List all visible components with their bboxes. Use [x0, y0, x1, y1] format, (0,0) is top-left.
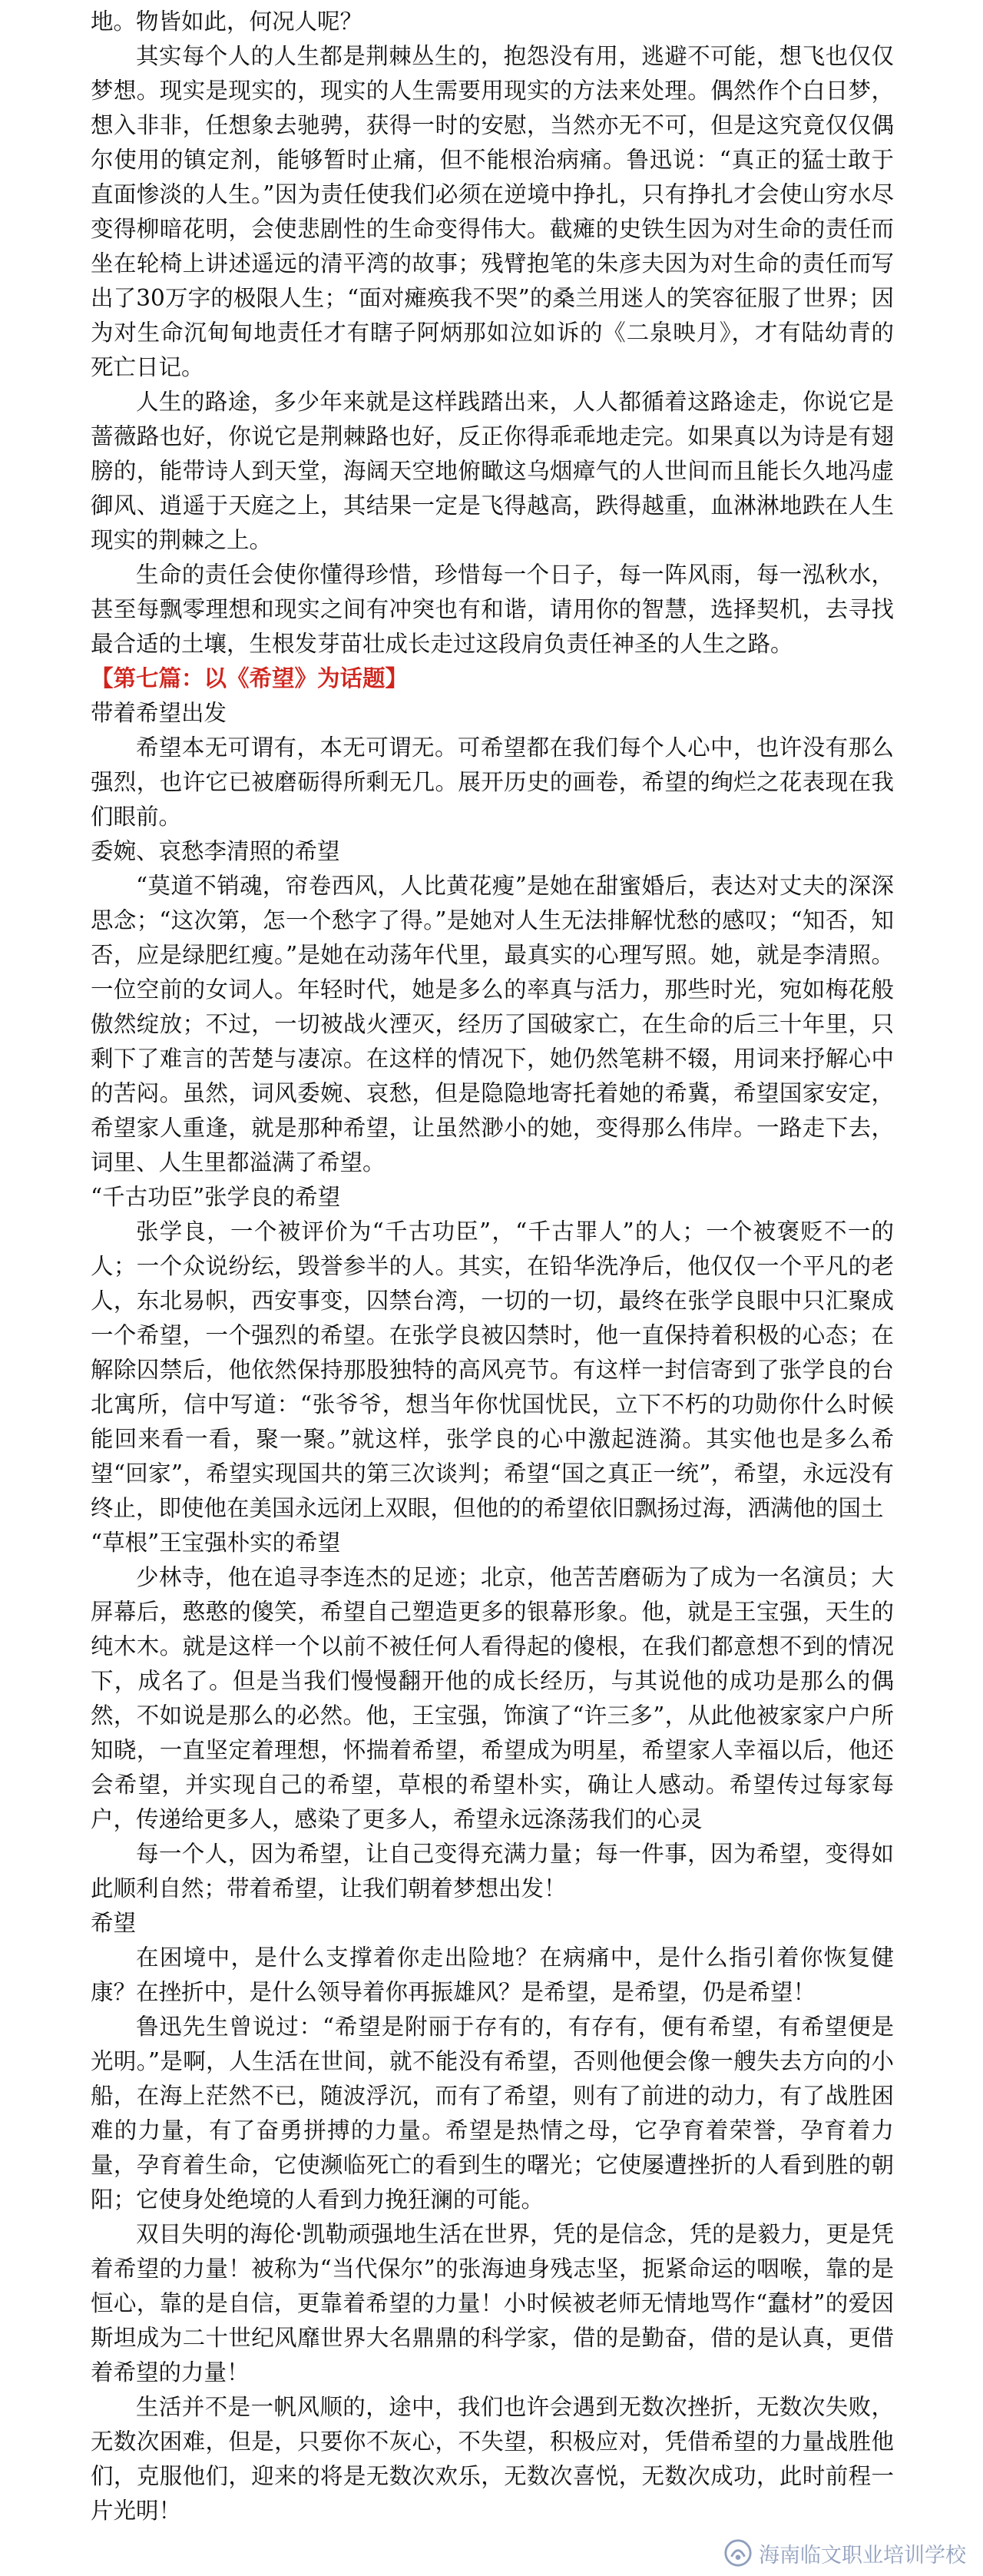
subheading: 委婉、哀愁李清照的希望 [91, 838, 340, 864]
paragraph: 张学良，一个被评价为“千古功臣”，“千古罪人”的人；一个被褒贬不一的人；一个众说纷纭，毁誉参半的人。其实，在铅华洗净后，他仅仅一个平凡的老人，东北易帜，西安事变，囚禁台湾，一切的一切，最终在张学良眼中只汇聚成一个希望，一个强烈的希望。在张学良被囚禁时，他一直保持着积极的心态；在解除囚禁后，他依然保持那股独特的高风亮节。有这样一封信寄到了张学良的台北寓所，信中写道：“张爷爷，想当年你忧国忧民，立下不朽的功勋你什么时候能回来看一看，聚一聚。”就这样，张学良的心中激起涟漪。其实他也是多么希望“回家”，希望实现国共的第三次谈判；希望“国之真正一统”，希望，永远没有终止，即使他在美国永远闭上双眼，但他的的希望依旧飘扬过海，洒满他的国土 [91, 1218, 894, 1521]
paragraph: 生命的责任会使你懂得珍惜，珍惜每一个日子，每一阵风雨，每一泓秋水，甚至每飘零理想和现实之间有冲突也有和谐，请用你的智慧，选择契机，去寻找最合适的土壤，生根发芽苗壮成长走过这段肩负责任神圣的人生之路。 [91, 562, 894, 657]
paragraph: “莫道不销魂，帘卷西风，人比黄花瘦”是她在甜蜜婚后，表达对丈夫的深深思念；“这次第，怎一个愁字了得。”是她对人生无法排解忧愁的感叹；“知否，知否，应是绿肥红瘦。”是她在动荡年代里，最真实的心理写照。她，就是李清照。一位空前的女词人。年轻时代，她是多么的率真与活力，那些时光，宛如梅花般傲然绽放；不过，一切被战火湮灭，经历了国破家亡，在生命的后三十年里，只剩下了难言的苦楚与凄凉。在这样的情况下，她仍然笔耕不辍，用词来抒解心中的苦闷。虽然，词风委婉、哀愁，但是隐隐地寄托着她的希冀，希望国家安定，希望家人重逢，就是那种希望，让虽然渺小的她，变得那么伟岸。一路走下去，词里、人生里都溢满了希望。 [91, 873, 894, 1175]
school-logo-icon [723, 2538, 753, 2568]
paragraph: 每一个人，因为希望，让自己变得充满力量；每一件事，因为希望，变得如此顺利自然；带着希望，让我们朝着梦想出发！ [91, 1841, 894, 1901]
paragraph: 少林寺，他在追寻李连杰的足迹；北京，他苦苦磨砺为了成为一名演员；大屏幕后，憨憨的傻笑，希望自己塑造更多的银幕形象。他，就是王宝强，天生的纯木木。就是这样一个以前不被任何人看得起的傻根，在我们都意想不到的情况下，成名了。但是当我们慢慢翻开他的成长经历，与其说他的成功是那么的偶然，不如说是那么的必然。他，王宝强，饰演了“许三多”，从此他被家家户户所知晓，一直坚定着理想，怀揣着希望，希望成为明星，希望家人幸福以后，他还会希望，并实现自己的希望，草根的希望朴实，确让人感动。希望传过每家每户，传递给更多人，感染了更多人，希望永远涤荡我们的心灵 [91, 1564, 894, 1832]
paragraph: 双目失明的海伦·凯勒顽强地生活在世界，凭的是信念，凭的是毅力，更是凭着希望的力量！被称为“当代保尔”的张海迪身残志坚，扼紧命运的咽喉，靠的是恒心，靠的是自信，更靠着希望的力量！小时候被老师无情地骂作“蠢材”的爱因斯坦成为二十世纪风靡世界大名鼎鼎的科学家，借的是勤奋，借的是认真，更借着希望的力量！ [91, 2221, 894, 2385]
paragraph: 地。物皆如此，何况人呢？ [91, 8, 363, 35]
essay-title: 希望 [91, 1910, 137, 1936]
paragraph: 希望本无可谓有，本无可谓无。可希望都在我们每个人心中，也许没有那么强烈，也许它已被磨砺得所剩无几。展开历史的画卷，希望的绚烂之花表现在我们眼前。 [91, 734, 894, 830]
essay-title: 带着希望出发 [91, 700, 227, 726]
paragraph: 生活并不是一帆风顺的，途中，我们也许会遇到无数次挫折，无数次失败，无数次困难，但是，只要你不灰心，不失望，积极应对，凭借希望的力量战胜他们，克服他们，迎来的将是无数次欢乐，无数次喜悦，无数次成功，此时前程一片光明！ [91, 2394, 894, 2524]
paragraph: 鲁迅先生曾说过：“希望是附丽于存有的，有存有，便有希望，有希望便是光明。”是啊，人生活在世间，就不能没有希望，否则他便会像一艘失去方向的小船，在海上茫然不已，随波浮沉，而有了希望，则有了前进的动力，有了战胜困难的力量，有了奋勇拼搏的力量。希望是热情之母，它孕育着荣誉，孕育着力量，孕育着生命，它使濒临死亡的看到生的曙光；它使屡遭挫折的人看到胜的朝阳；它使身处绝境的人看到力挽狂澜的可能。 [91, 2014, 894, 2213]
watermark [723, 2536, 966, 2570]
paragraph: 在困境中，是什么支撑着你走出险地？在病痛中，是什么指引着你恢复健康？在挫折中，是什么领导着你再振雄风？是希望，是希望，仍是希望！ [91, 1944, 894, 2005]
subheading: “草根”王宝强朴实的希望 [91, 1530, 341, 1556]
paragraph: 其实每个人的人生都是荆棘丛生的，抱怨没有用，逃避不可能，想飞也仅仅梦想。现实是现实的，现实的人生需要用现实的方法来处理。偶然作个白日梦，想入非非，任想象去驰骋，获得一时的安慰，当然亦无不可，但是这究竟仅仅偶尔使用的镇定剂，能够暂时止痛，但不能根治病痛。鲁迅说：“真正的猛士敢于直面惨淡的人生。”因为责任使我们必须在逆境中挣扎，只有挣扎才会使山穷水尽变得柳暗花明，会使悲剧性的生命变得伟大。截瘫的史铁生因为对生命的责任而坐在轮椅上讲述遥远的清平湾的故事；残臂抱笔的朱彦夫因为对生命的责任而写出了30万字的极限人生；“面对瘫痪我不哭”的桑兰用迷人的笑容征服了世界；因为对生命沉甸甸地责任才有瞎子阿炳那如泣如诉的《二泉映月》，才有陆幼青的死亡日记。 [91, 43, 894, 380]
paragraph: 人生的路途，多少年来就是这样践踏出来，人人都循着这路途走，你说它是蔷薇路也好，你说它是荆棘路也好，反正你得乖乖地走完。如果真以为诗是有翅膀的，能带诗人到天堂，海阔天空地俯瞰这乌烟瘴气的人世间而且能长久地冯虚御风、逍遥于天庭之上，其结果一定是飞得越高，跌得越重，血淋淋地跌在人生现实的荆棘之上。 [91, 389, 894, 553]
section-title: 【第七篇：以《希望》为话题】 [91, 665, 409, 691]
subheading: “千古功臣”张学良的希望 [91, 1184, 341, 1210]
watermark-text: 海南临文职业培训学校 [759, 2543, 966, 2568]
article-body [91, 5, 894, 2528]
